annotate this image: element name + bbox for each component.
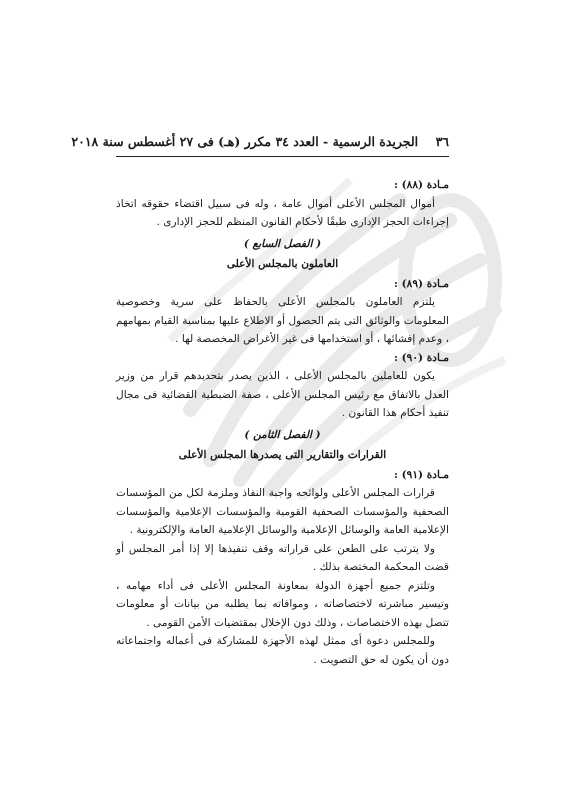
- page-number: ٣٦: [435, 134, 449, 149]
- page-header: [71, 134, 449, 149]
- article-91-heading: مـادة (٩١) :: [394, 468, 449, 481]
- article-88-heading: مـادة (٨٨) :: [394, 179, 449, 191]
- article-90-heading: مـادة (٩٠) :: [394, 351, 449, 364]
- article-90-text: يكون للعاملين بالمجلس الأعلى ، الذين يصدر بتحديدهم قرار من وزير العدل بالاتفاق مع رئيس المجلس الأعلى ، صفة الضبطية القضائية فى مجال تنفيذ أحكام هذا القانون .: [116, 370, 449, 419]
- article-91-paragraph-1: قرارات المجلس الأعلى ولوائحه واجبة النفاذ وملزمة لكل من المؤسسات الصحفية والمؤسسات الصحفية القومية والمؤسسات الإعلامية والمؤسسات الإعلامية العامة والوسائل الإعلامية والوسائل الإعلامية العامة والإلكترونية .: [116, 487, 449, 536]
- article-88-text: أموال المجلس الأعلى أموال عامة ، وله فى سبيل اقتضاء حقوقه اتخاذ إجراءات الحجز الإدارى طبقًا لأحكام القانون المنظم للحجز الإدارى .: [116, 197, 449, 228]
- gazette-title: الجريدة الرسمية - العدد ٣٤ مكرر (هـ) فى ٢٧ أغسطس سنة ٢٠١٨: [71, 134, 419, 149]
- article-89-heading: مـادة (٨٩) :: [394, 277, 449, 290]
- article-91-paragraph-4: وللمجلس دعوة أى ممثل لهذه الأجهزة للمشاركة فى أعماله واجتماعاته دون أن يكون له حق التصويت .: [116, 635, 449, 666]
- chapter-8-title: ( الفصل الثامن ): [244, 428, 321, 441]
- chapter-8-name: القرارات والتقارير التى يصدرها المجلس الأعلى: [178, 449, 387, 461]
- document-body: [116, 176, 449, 669]
- article-91-paragraph-2: ولا يترتب على الطعن على قراراته وقف تنفيذها إلا إذا أمر المجلس أو قضت المحكمة المختصة بذلك .: [116, 542, 449, 573]
- article-91-paragraph-3: وتلتزم جميع أجهزة الدولة بمعاونة المجلس الأعلى فى أداء مهامه ، وتيسير مباشرته لاختصاصاته ، وموافاته بما يطلبه من بيانات أو معلومات تتصل بهذه الاختصاصات ، وذلك دون الإخلال بمقتضيات الأمن القومى .: [116, 579, 449, 629]
- chapter-7-title: ( الفصل السابع ): [243, 237, 322, 250]
- header-rule: [116, 156, 449, 157]
- article-89-text: يلتزم العاملون بالمجلس الأعلى بالحفاظ على سرية وخصوصية المعلومات والوثائق التى يتم الحصول أو الاطلاع عليها بمناسبة القيام بمهامهم ، وعدم إفشائها ، أو استخدامها فى غير الأغراض المخصصة لها .: [116, 296, 449, 345]
- chapter-7-name: العاملون بالمجلس الأعلى: [226, 258, 339, 270]
